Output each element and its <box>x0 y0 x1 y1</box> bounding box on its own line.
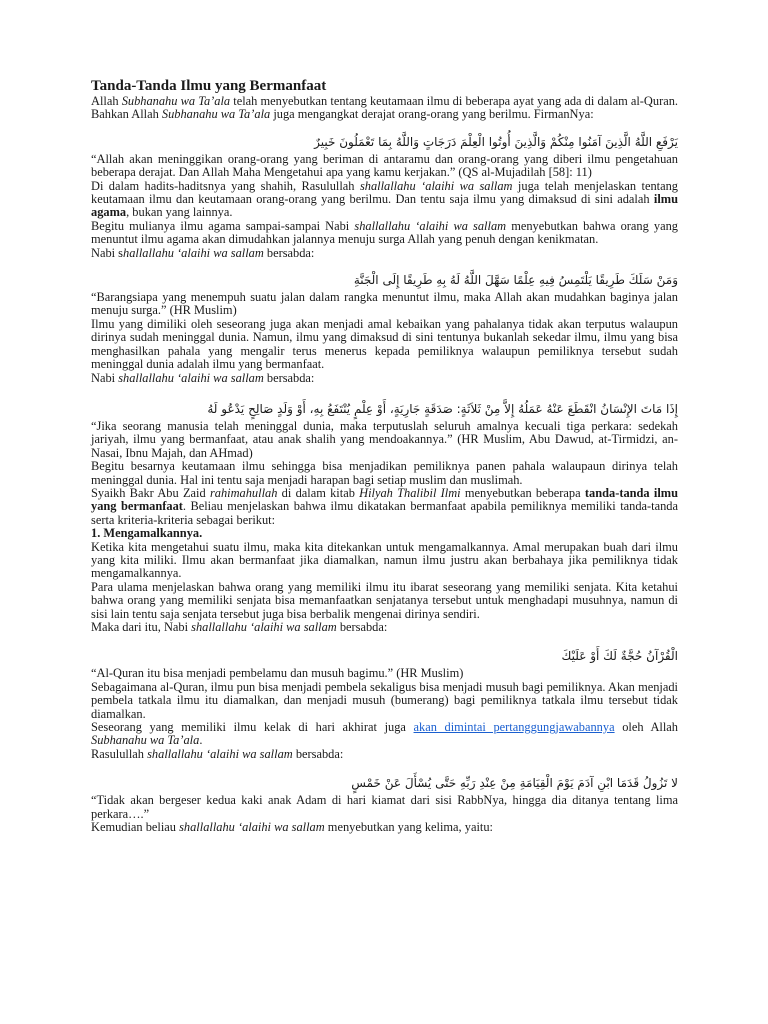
sebagaimana-paragraph: Sebagaimana al-Quran, ilmu pun bisa menjadi pembela sekaligus bisa menjadi musuh bagi pemiliknya. Akan menjadi pembela tatkala ilmu itu diamalkan, dan menjadi musuh (bumerang) bagi pemiliknya tatkala ilmu tersebut tidak diamalkan. <box>91 679 678 721</box>
begitu-mulia-paragraph: Begitu mulianya ilmu agama sampai-sampai Nabi shallallahu ‘alaihi wa sallam menyebutkan bahwa orang yang menuntut ilmu agama akan dimudahkan jalannya menuju surga Allah yang penuh dengan kenikmatan. <box>91 218 678 247</box>
article-title: Tanda-Tanda Ilmu yang Bermanfaat <box>91 78 327 94</box>
amal-paragraph: Ilmu yang dimiliki oleh seseorang juga akan menjadi amal kebaikan yang pahalanya tidak akan terputus walaupun dirinya sudah meninggal dunia. Namun, ilmu yang dimaksud di sini tentunya bukanlah sekedar ilmu, ilmu yang bisa menghasilkan pahala yang mengalir terus menerus kepada pemiliknya walaupun pemiliknya tersebut sudah meninggal dunia adalah ilmu yang bermanfaat. <box>91 316 678 372</box>
mengamalkan-paragraph: Ketika kita mengetahui suatu ilmu, maka kita ditekankan untuk mengamalkannya. Amal merupakan buah dari ilmu yang kita miliki. Ilmu akan bermanfaat jika diamalkan, namun ilmu justru akan berbahaya jika pemiliknya tidak mengamalkannya. <box>91 539 678 581</box>
hadith1-translation: “Barangsiapa yang menempuh suatu jalan dalam rangka menuntut ilmu, maka Allah akan mudahkan baginya jalan menuju surga.” (HR Muslim) <box>91 290 678 318</box>
rasulullah-bersabda: Rasulullah shallallahu ‘alaihi wa sallam bersabda: <box>91 746 344 761</box>
hadith-intro-paragraph: Di dalam hadits-haditsnya yang shahih, Rasulullah shallallahu ‘alaihi wa sallam juga telah menjelaskan tentang keutamaan ilmu dan keutamaan orang-orang yang berilmu. Dan tentu saja ilmu yang dimaksud di sini adalah ilmu agama, bukan yang lainnya. <box>91 178 679 220</box>
kemudian-paragraph: Kemudian beliau shallallahu ‘alaihi wa sallam menyebutkan yang kelima, yaitu: <box>91 820 493 835</box>
ayat-arabic-text: يَرْفَعِ اللَّهُ الَّذِينَ آمَنُوا مِنْكُمْ وَالَّذِينَ أُوتُوا الْعِلْمَ دَرَجَاتٍ وَاللَّهُ بِمَا تَعْمَلُونَ خَبِيرٌ <box>314 134 678 149</box>
hadith4-arabic-text: لا تَزُولُ قَدَمَا ابْنِ آدَمَ يَوْمَ الْقِيَامَةِ مِنْ عِنْدِ رَبِّهِ حَتَّى يُسْأَلَ عَنْ خَمْسٍ <box>351 776 678 791</box>
hadith3-translation: “Al-Quran itu bisa menjadi pembelamu dan musuh bagimu.” (HR Muslim) <box>91 666 464 681</box>
nabi-bersabda-1: Nabi shallallahu ‘alaihi wa sallam bersabda: <box>91 245 315 260</box>
pertanggungjawaban-link[interactable]: akan dimintai pertanggungjawabannya <box>413 720 615 735</box>
akhirat-paragraph: Seseorang yang memiliki ilmu kelak di hari akhirat juga akan dimintai pertanggungjawabannya oleh Allah Subhanahu wa Ta’ala. <box>91 720 678 748</box>
intro-paragraph: Allah Subhanahu wa Ta’ala telah menyebutkan tentang keutamaan ilmu di beberapa ayat yang ada di dalam al-Quran. Bahkan Allah Subhanahu wa Ta’ala juga mengangkat derajat orang-orang yang berilmu. FirmanNya: <box>91 94 678 122</box>
nabi-bersabda-2: Nabi shallallahu ‘alaihi wa sallam bersabda: <box>91 370 315 385</box>
ulama-paragraph: Para ulama menjelaskan bahwa orang yang memiliki ilmu itu ibarat seseorang yang memiliki senjata. Kita ketahui bahwa orang yang memiliki senjata bisa memanfaatkan senjatanya tersebut untuk menghadapi musuhnya, namun di sisi lain tentu saja senjata tersebut juga bisa berbalik mengenai dirinya sendiri. <box>91 579 678 621</box>
maka-nabi-bersabda: Maka dari itu, Nabi shallallahu ‘alaihi wa sallam bersabda: <box>91 620 388 634</box>
document-page <box>91 78 678 834</box>
hadith2-translation: “Jika seorang manusia telah meninggal dunia, maka terputuslah seluruh amalnya kecuali tiga perkara: sedekah jariyah, ilmu yang bermanfaat, atau anak shalih yang mendoakannya.” (HR Muslim, Abu Dawud, at-Tirmidzi, an-Nasai, Ibnu Majah, dan AHmad) <box>91 418 678 460</box>
hadith2-arabic-text: إِذَا مَاتَ الإِنْسَانُ انْقَطَعَ عَنْهُ عَمَلُهُ إِلاَّ مِنْ ثَلاَثَةٍ: صَدَقَةٍ جَارِيَةٍ، أَوْ عِلْمٍ يُنْتَفَعُ بِهِ، أَوْ وَلَدٍ صَالِحٍ يَدْعُو لَهُ <box>207 401 678 416</box>
section-heading-1: 1. Mengamalkannya. <box>91 526 203 541</box>
ayat-translation: “Allah akan meninggikan orang-orang yang beriman di antaramu dan orang-orang yang diberi ilmu pengetahuan beberapa derajat. Dan Allah Maha Mengetahui apa yang kamu kerjakan.” (QS al-Mujadilah [58]: 11) <box>91 151 678 180</box>
besarnya-paragraph: Begitu besarnya keutamaan ilmu sehingga bisa menjadikan pemiliknya panen pahala walaupaun dirinya telah meninggal dunia. Hal ini tentu saja menjadi harapan bagi setiap muslim dan muslimah. <box>91 459 678 487</box>
hadith1-arabic-text: وَمَنْ سَلَكَ طَرِيقًا يَلْتَمِسُ فِيهِ عِلْمًا سَهَّلَ اللَّهُ لَهُ بِهِ طَرِيقًا إِلَى الْجَنَّةِ <box>353 273 678 288</box>
syaikh-paragraph: Syaikh Bakr Abu Zaid rahimahullah di dalam kitab Hilyah Thalibil Ilmi menyebutkan beberapa tanda-tanda ilmu yang bermanfaat. Beliau menjelaskan bahwa ilmu dikatakan bermanfaat apabila pemiliknya memiliki tanda-tanda serta kriteria-kriteria sebagai berikut: <box>91 485 678 527</box>
hadith4-translation: “Tidak akan bergeser kedua kaki anak Adam di hari kiamat dari sisi RabbNya, hingga dia ditanya tentang lima perkara….” <box>91 793 678 821</box>
hadith3-arabic-text: الْقُرْآنُ حُجَّةٌ لَكَ أَوْ عَلَيْكَ <box>561 649 678 664</box>
